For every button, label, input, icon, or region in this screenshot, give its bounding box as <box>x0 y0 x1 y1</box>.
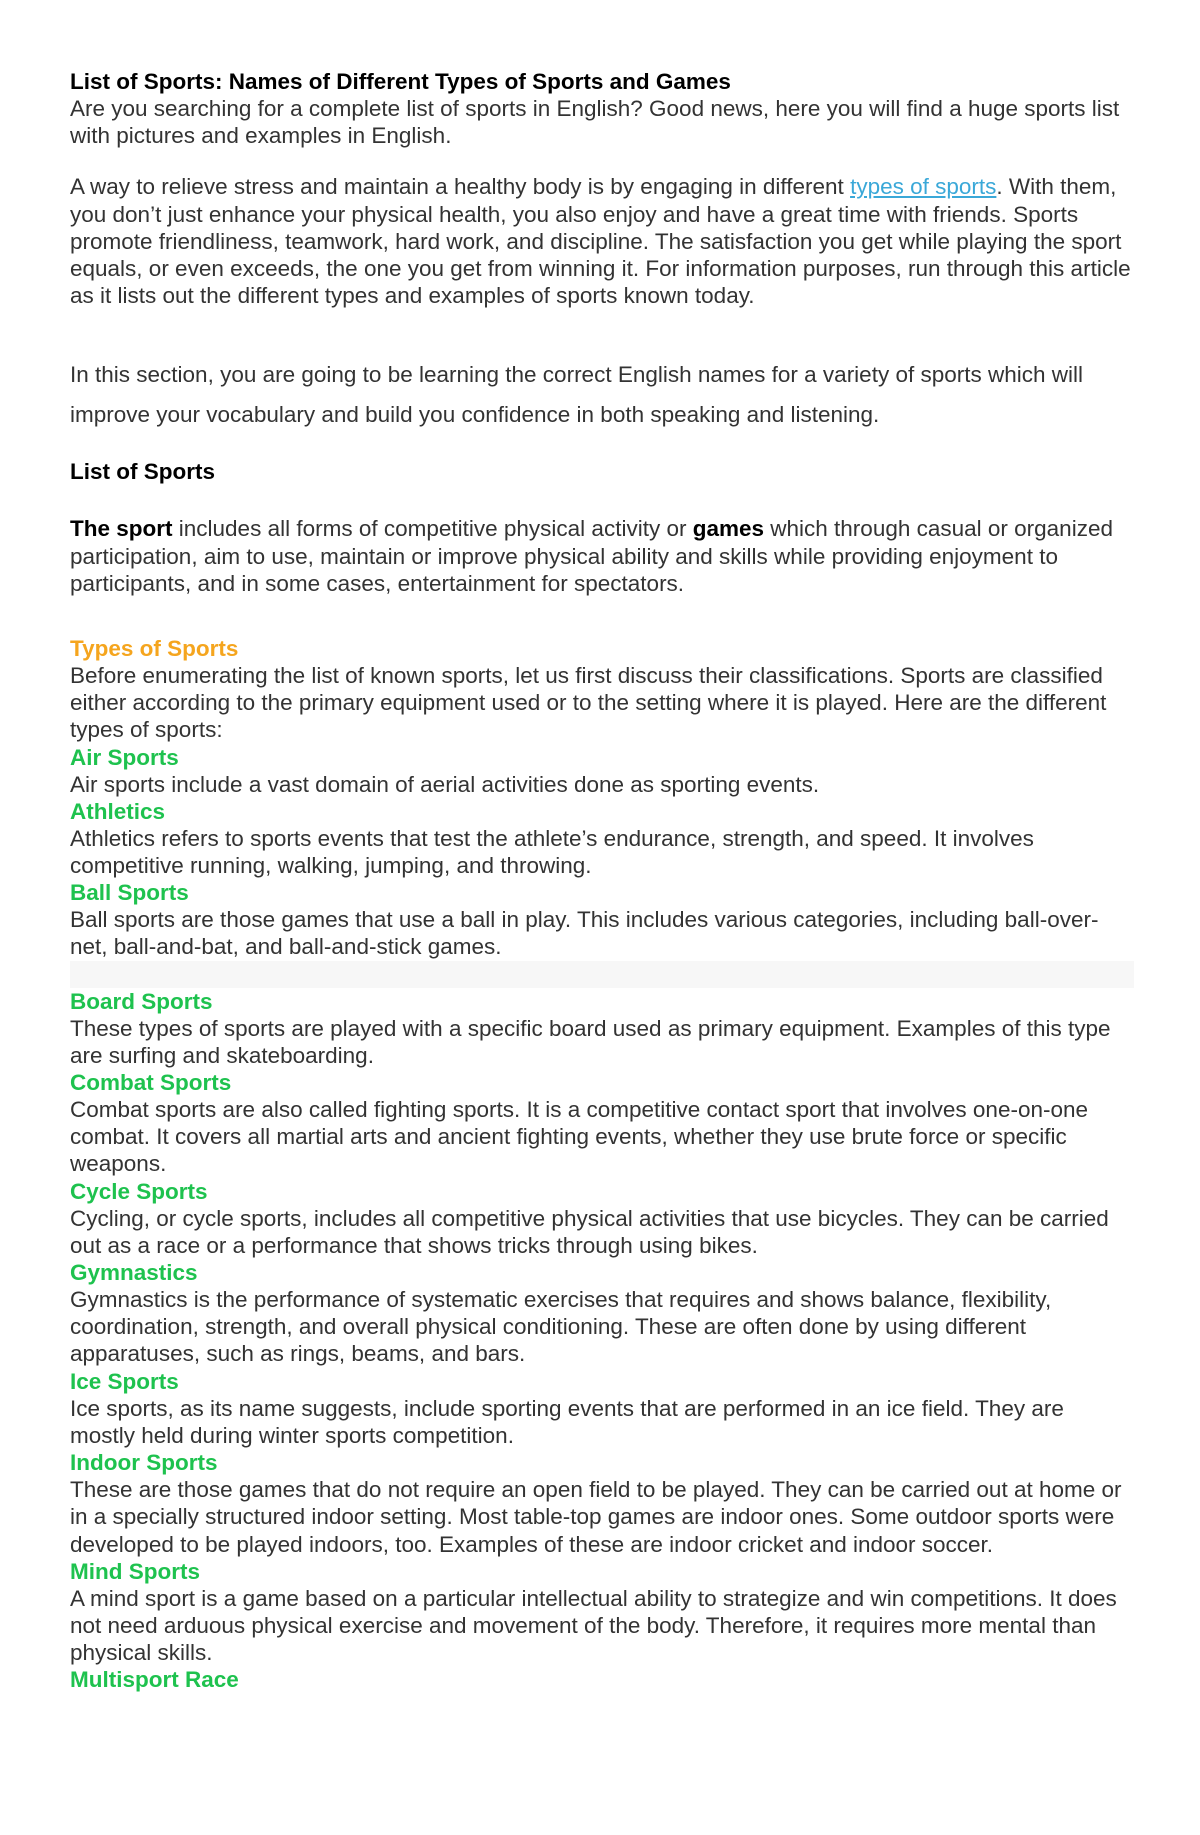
list-of-sports-heading: List of Sports <box>70 459 215 485</box>
sport-name-air-sports: Air Sports <box>70 744 179 770</box>
blank-line-spacer <box>70 961 1134 988</box>
definition-text-mid: includes all forms of competitive physical activity or <box>172 516 693 542</box>
sport-name-gymnastics: Gymnastics <box>70 1260 198 1286</box>
sport-name-board-sports: Board Sports <box>70 988 213 1014</box>
definition-bold-sport: The sport <box>70 516 173 542</box>
sport-name-mind-sports: Mind Sports <box>70 1558 200 1584</box>
intro-paragraph: Are you searching for a complete list of sports in English? Good news, here you will find a huge sports list with pictures and examples in English. <box>70 96 1120 149</box>
sport-name-athletics: Athletics <box>70 798 166 824</box>
sport-name-cycle-sports: Cycle Sports <box>70 1178 208 1204</box>
sport-desc-air-sports: Air sports include a vast domain of aerial activities done as sporting events. <box>70 771 820 797</box>
types-of-sports-heading: Types of Sports <box>70 636 239 662</box>
page-title: List of Sports: Names of Different Types of Sports and Games <box>70 69 731 94</box>
sport-name-indoor-sports: Indoor Sports <box>70 1450 218 1476</box>
sport-name-ice-sports: Ice Sports <box>70 1368 179 1394</box>
types-of-sports-link[interactable]: types of sports <box>850 174 997 200</box>
sport-name-combat-sports: Combat Sports <box>70 1070 232 1096</box>
sport-desc-combat-sports: Combat sports are also called fighting sports. It is a competitive contact sport that involves one-on-one combat. It covers all martial arts and ancient fighting events, whether they use brute force or specific weapons. <box>70 1097 1089 1177</box>
sport-name-multisport-race: Multisport Race <box>70 1667 239 1693</box>
definition-bold-games: games <box>692 516 765 542</box>
sport-desc-cycle-sports: Cycling, or cycle sports, includes all competitive physical activities that use bicycles. They can be carried out as a race or a performance that shows tricks through using bikes. <box>70 1205 1109 1258</box>
stress-paragraph-text-start: A way to relieve stress and maintain a healthy body is by engaging in different <box>70 174 851 200</box>
sport-desc-athletics: Athletics refers to sports events that test the athlete’s endurance, strength, and speed. It involves competitive running, walking, jumping, and throwing. <box>70 825 1034 879</box>
sport-desc-indoor-sports: These are those games that do not require an open field to be played. They can be carried out at home or in a specially structured indoor setting. Most table-top games are indoor ones. Some outdoor sports were developed to be played indoors, too. Examples of these are indoor cricket and indoor soccer. <box>70 1477 1122 1557</box>
stress-paragraph <box>70 173 1134 309</box>
stress-paragraph-text-end: . With them, you don’t just enhance your physical health, you also enjoy and have a great time with friends. Sports promote friendliness, teamwork, hard work, and discipline. The satisfaction you get while playing the sport equals, or even exceeds, the one you get from winning it. For information purposes, run through this article as it lists out the different types and examples of sports known today. <box>70 174 1131 309</box>
sport-list-group-1 <box>70 744 1134 961</box>
sport-desc-gymnastics: Gymnastics is the performance of systematic exercises that requires and shows balance, flexibility, coordination, strength, and overall physical conditioning. These are often done by using different apparatuses, such as rings, beams, and bars. <box>70 1287 1052 1367</box>
definition-text-rest: which through casual or organized participation, aim to use, maintain or improve physical ability and skills while providing enjoyment to participants, and in some cases, entertainment for spectators. <box>70 516 1113 596</box>
definition-paragraph <box>70 515 1134 597</box>
sport-list-group-2 <box>70 988 1134 1694</box>
section-paragraph: In this section, you are going to be learning the correct English names for a variety of sports which will improve your vocabulary and build you confidence in both speaking and listening. <box>70 362 1084 427</box>
sport-desc-board-sports: These types of sports are played with a specific board used as primary equipment. Examples of this type are surfing and skateboarding. <box>70 1015 1111 1068</box>
article <box>70 68 1134 1693</box>
types-intro-paragraph: Before enumerating the list of known sports, let us first discuss their classifications. Sports are classified either according to the primary equipment used or to the setting where it is played. Here are the different types of sports: <box>70 663 1107 743</box>
sport-desc-mind-sports: A mind sport is a game based on a particular intellectual ability to strategize and win competitions. It does not need arduous physical exercise and movement of the body. Therefore, it requires more mental than physical skills. <box>70 1585 1117 1666</box>
sport-desc-ice-sports: Ice sports, as its name suggests, include sporting events that are performed in an ice field. They are mostly held during winter sports competition. <box>70 1395 1064 1448</box>
sport-name-ball-sports: Ball Sports <box>70 880 189 906</box>
sport-desc-ball-sports: Ball sports are those games that use a ball in play. This includes various categories, including ball-over-net, ball-and-bat, and ball-and-stick games. <box>70 907 1099 960</box>
